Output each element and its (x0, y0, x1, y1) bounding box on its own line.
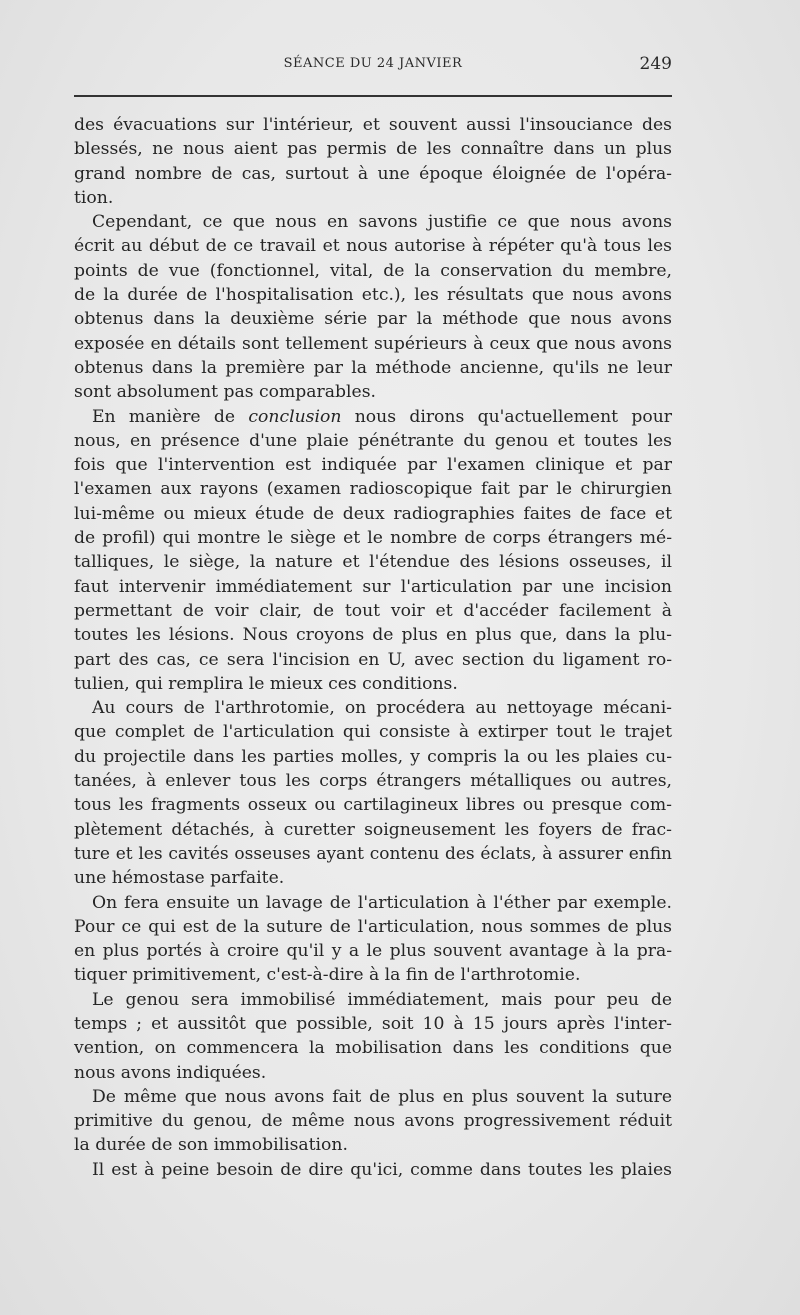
text-line: plètement détachés, à curetter soigneusement les foyers de frac- (74, 819, 672, 840)
text-line: des évacuations sur l'intérieur, et souvent aussi l'insouciance des (74, 115, 672, 135)
text-line: blessés, ne nous aient pas permis de les connaître dans un plus (74, 139, 672, 160)
text-line: permettant de voir clair, de tout voir et d'accéder facilement à (74, 600, 672, 621)
text-line: Cependant, ce que nous en savons justifie ce que nous avons (92, 212, 672, 233)
text-line: tion. (74, 187, 114, 208)
text-line: écrit au début de ce travail et nous autorise à répéter qu'à tous les (74, 236, 672, 257)
text-line: lui-même ou mieux étude de deux radiographies faites de face et (74, 503, 672, 524)
running-head: SÉANCE DU 24 JANVIER (283, 56, 463, 71)
text-line: faut intervenir immédiatement sur l'articulation par une incision (74, 576, 672, 597)
text-line: obtenus dans la deuxième série par la méthode que nous avons (74, 309, 672, 330)
text-line: tanées, à enlever tous les corps étrangers métalliques ou autres, (74, 771, 672, 792)
text-line (74, 405, 672, 429)
text-line: tous les fragments osseux ou cartilagineux libres ou presque com- (74, 795, 672, 816)
text-line: vention, on commencera la mobilisation dans les conditions que (74, 1038, 672, 1059)
text-line: du projectile dans les parties molles, y compris la ou les plaies cu- (74, 746, 672, 767)
text-line: obtenus dans la première par la méthode ancienne, qu'ils ne leur (74, 357, 672, 378)
text-line: sont absolument pas comparables. (74, 382, 376, 403)
italic-term: conclusion (248, 406, 342, 427)
text-line: On fera ensuite un lavage de l'articulation à l'éther par exemple. (92, 892, 672, 913)
text-line: talliques, le siège, la nature et l'étendue des lésions osseuses, il (74, 552, 672, 573)
text-line: fois que l'intervention est indiquée par l'examen clinique et par (74, 455, 672, 476)
text-line: points de vue (fonctionnel, vital, de la conservation du membre, (74, 260, 672, 281)
text-segment: En manière de (92, 406, 249, 427)
text-line: Pour ce qui est de la suture de l'articulation, nous sommes de plus (74, 916, 672, 937)
text-line: nous avons indiquées. (74, 1062, 267, 1083)
text-line: l'examen aux rayons (examen radioscopique fait par le chirurgien (74, 479, 672, 500)
text-line: De même que nous avons fait de plus en plus souvent la suture (92, 1086, 672, 1107)
body-text (74, 113, 672, 1182)
text-line: tulien, qui remplira le mieux ces conditions. (74, 673, 458, 694)
text-line: toutes les lésions. Nous croyons de plus en plus que, dans la plu- (74, 625, 672, 646)
text-segment: nous dirons qu'actuellement pour (341, 406, 672, 427)
page-number: 249 (639, 54, 672, 74)
text-line: nous, en présence d'une plaie pénétrante du genou et toutes les (74, 430, 672, 451)
text-line: Au cours de l'arthrotomie, on procédera au nettoyage mécani- (92, 698, 672, 719)
text-line: ture et les cavités osseuses ayant contenu des éclats, à assurer enfin (74, 843, 672, 864)
text-line: Il est à peine besoin de dire qu'ici, comme dans toutes les plaies (92, 1159, 672, 1180)
text-line: tiquer primitivement, c'est-à-dire à la fin de l'arthrotomie. (74, 965, 581, 986)
text-line: grand nombre de cas, surtout à une époque éloignée de l'opéra- (74, 163, 672, 184)
text-line: de la durée de l'hospitalisation etc.), les résultats que nous avons (74, 285, 672, 306)
text-line: primitive du genou, de même nous avons progressivement réduit (74, 1111, 672, 1132)
text-line: temps ; et aussitôt que possible, soit 10 à 15 jours après l'inter- (74, 1013, 672, 1034)
text-line: exposée en détails sont tellement supérieurs à ceux que nous avons (74, 333, 672, 354)
page-header (74, 52, 672, 82)
text-line: la durée de son immobilisation. (74, 1135, 348, 1156)
text-line: que complet de l'articulation qui consiste à extirper tout le trajet (74, 722, 672, 743)
text-line: en plus portés à croire qu'il y a le plus souvent avantage à la pra- (74, 941, 672, 962)
text-line: une hémostase parfaite. (74, 868, 285, 889)
text-line: part des cas, ce sera l'incision en U, avec section du ligament ro- (74, 649, 672, 670)
header-rule (74, 95, 672, 97)
text-line: de profil) qui montre le siège et le nombre de corps étrangers mé- (74, 528, 672, 549)
text-line: Le genou sera immobilisé immédiatement, mais pour peu de (92, 989, 672, 1010)
